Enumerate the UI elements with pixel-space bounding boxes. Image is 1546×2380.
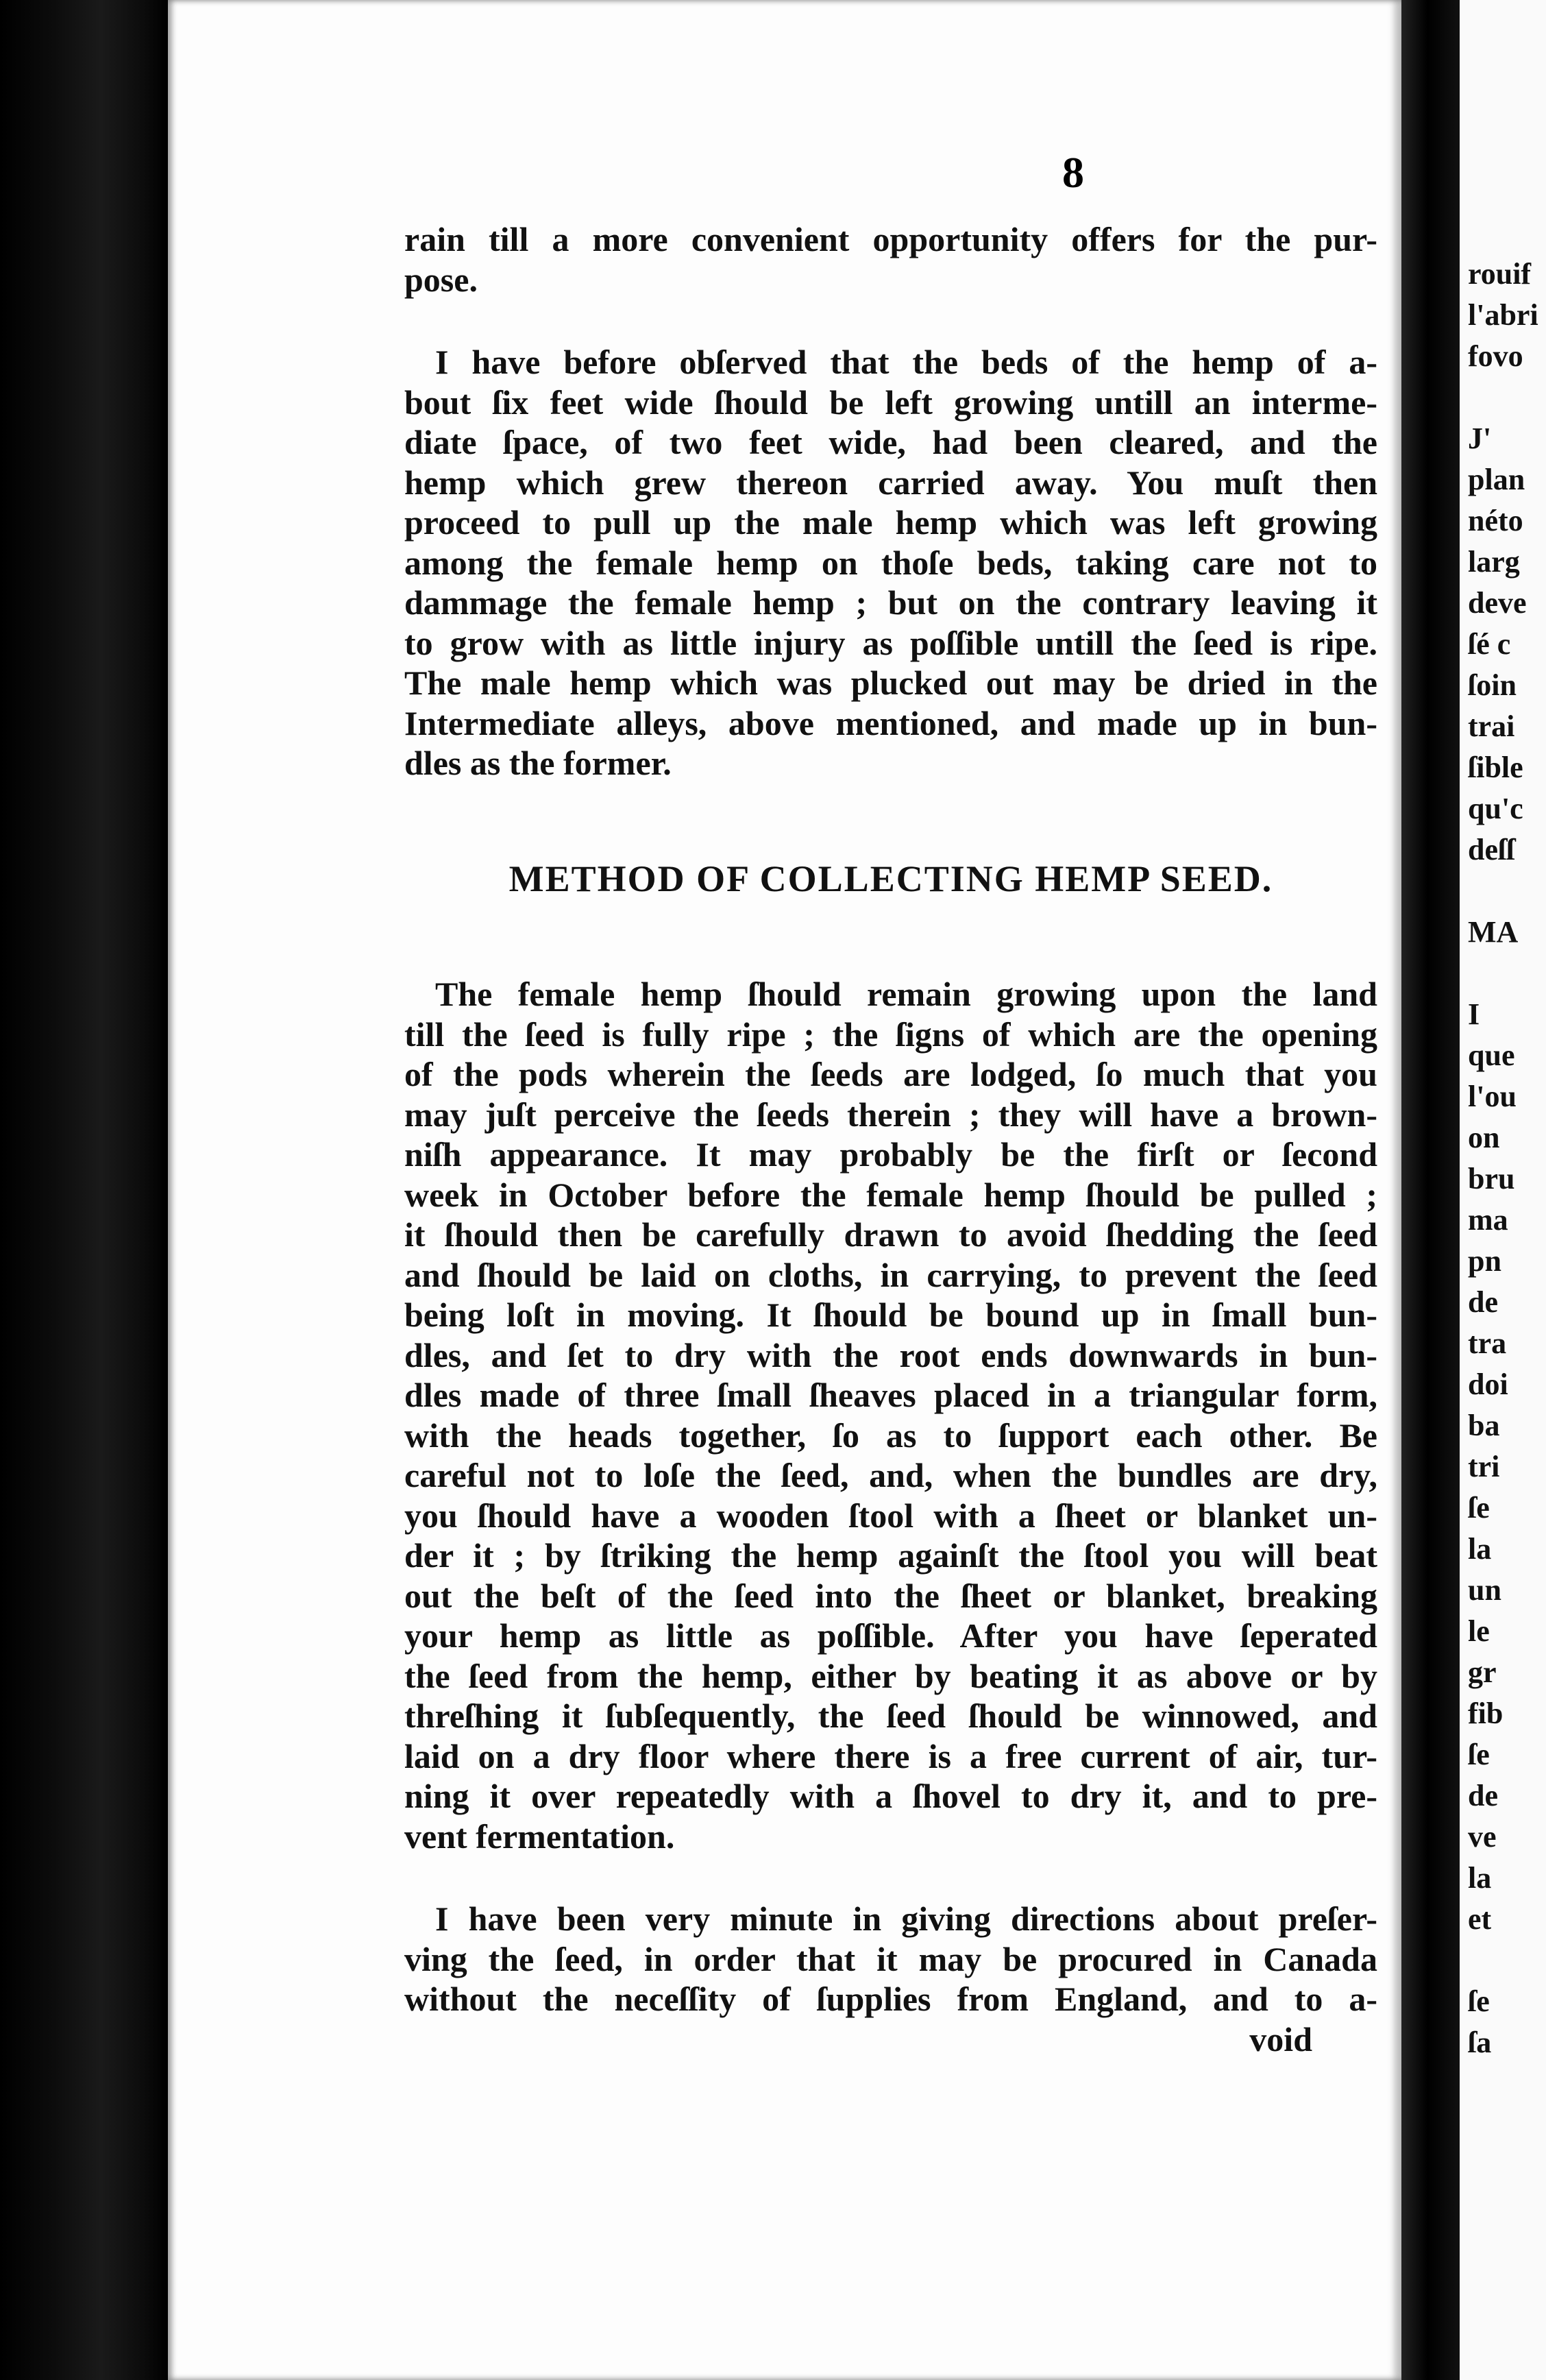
facing-text-fragment: ſe <box>1468 1984 1490 2018</box>
text-line: laid on a dry floor where there is a free current of air, tur- <box>404 1736 1377 1775</box>
facing-text-fragment: la <box>1468 1861 1492 1895</box>
facing-text-fragment: I <box>1468 997 1480 1031</box>
facing-text-fragment <box>1468 377 1546 418</box>
text-line: dles made of three ſmall ſheaves placed in a triangular form, <box>404 1376 1377 1414</box>
text-line: The male hemp which was plucked out may be dried in the <box>404 664 1377 702</box>
text-line: bout ſix feet wide ſhould be left growing untill an interme- <box>404 382 1377 422</box>
facing-text-fragment: fovo <box>1468 339 1523 373</box>
facing-text-fragment: plan <box>1468 463 1525 496</box>
text-line: till the ſeed is fully ripe ; the ſigns of which are the opening <box>404 1015 1377 1054</box>
facing-text-fragment: ma <box>1468 1203 1508 1237</box>
facing-text-fragment <box>1468 871 1546 912</box>
facing-text-fragment: le <box>1468 1614 1490 1648</box>
text-line: you ſhould have a wooden ſtool with a ſheet or blanket un- <box>404 1496 1377 1535</box>
text-line: Intermediate alleys, above mentioned, and made up in bun- <box>404 703 1377 742</box>
facing-text-fragment: la <box>1468 1532 1492 1566</box>
facing-text-fragment: deve <box>1468 586 1527 620</box>
text-line: der it ; by ſtriking the hemp againſt the ſtool you will beat <box>404 1536 1377 1575</box>
text-line: vent fermentation. <box>404 1817 675 1856</box>
text-line: being loſt in moving. It ſhould be bound up in ſmall bun- <box>404 1296 1377 1334</box>
facing-text-fragment: de <box>1468 1779 1498 1812</box>
facing-text-fragment: et <box>1468 1902 1492 1936</box>
facing-text-fragment: larg <box>1468 545 1520 579</box>
text-line: dles as the former. <box>404 744 672 782</box>
text-line: ning it over repeatedly with a ſhovel to dry it, and to pre- <box>404 1777 1377 1815</box>
text-line: threſhing it ſubſequently, the ſeed ſhould be winnowed, and <box>404 1697 1377 1735</box>
facing-text-fragment <box>1468 953 1546 994</box>
facing-text-fragment: qu'c <box>1468 792 1523 825</box>
facing-text-fragment <box>1468 1940 1546 1981</box>
text-line: without the neceſſity of ſupplies from England, and to a- <box>404 1980 1377 2018</box>
paragraph-3 <box>404 974 1377 1856</box>
facing-text-fragment: l'abri <box>1468 298 1538 332</box>
facing-text-fragment: ſible <box>1468 751 1523 784</box>
text-line: week in October before the female hemp ſhould be pulled ; <box>404 1175 1377 1214</box>
section-heading: METHOD OF COLLECTING HEMP SEED. <box>508 858 1273 899</box>
page-text <box>404 219 1377 2059</box>
facing-text-fragment: fib <box>1468 1697 1504 1730</box>
facing-text-fragment: tri <box>1468 1450 1500 1483</box>
paragraph-2 <box>404 342 1377 784</box>
text-line: may juſt perceive the ſeeds therein ; they will have a brown- <box>404 1095 1377 1134</box>
text-line: out the beſt of the ſeed into the ſheet or blanket, breaking <box>404 1576 1377 1615</box>
facing-text-fragment: on <box>1468 1121 1500 1154</box>
facing-text-fragment: ba <box>1468 1409 1500 1442</box>
facing-page-text <box>1468 254 1546 2063</box>
book-binding <box>0 0 168 2380</box>
paragraph-4 <box>404 1899 1377 2019</box>
text-line: I have been very minute in giving directions about preſer- <box>435 1899 1377 1938</box>
facing-text-fragment: que <box>1468 1039 1515 1072</box>
facing-page <box>1460 0 1546 2380</box>
text-line: pose. <box>404 260 478 299</box>
text-line: of the pods wherein the ſeeds are lodged, ſo much that you <box>404 1055 1377 1093</box>
paragraph-1 <box>404 219 1377 300</box>
facing-text-fragment: tra <box>1468 1326 1507 1360</box>
text-line: dammage the female hemp ; but on the contrary leaving it <box>404 583 1377 622</box>
facing-text-fragment: trai <box>1468 709 1515 743</box>
facing-text-fragment: ſe <box>1468 1491 1490 1525</box>
facing-text-fragment: l'ou <box>1468 1080 1517 1113</box>
facing-text-fragment: ſa <box>1468 2026 1492 2059</box>
facing-text-fragment: doi <box>1468 1368 1508 1401</box>
facing-text-fragment: deſſ <box>1468 833 1515 866</box>
text-line: The female hemp ſhould remain growing upon the land <box>435 975 1377 1013</box>
facing-text-fragment: un <box>1468 1573 1501 1607</box>
text-line: diate ſpace, of two feet wide, had been cleared, and the <box>404 423 1377 461</box>
text-line: to grow with as little injury as poſſible untill the ſeed is ripe. <box>404 623 1377 662</box>
facing-text-fragment: néto <box>1468 504 1523 537</box>
text-line: with the heads together, ſo as to ſupport each other. Be <box>404 1416 1377 1455</box>
text-line: among the female hemp on thoſe beds, taking care not to <box>404 543 1377 582</box>
book-gutter <box>1401 0 1460 2380</box>
text-line: ving the ſeed, in order that it may be procured in Canada <box>404 1939 1377 1978</box>
catchword: void <box>1249 2019 1312 2059</box>
facing-text-fragment: ve <box>1468 1820 1497 1854</box>
page-number: 8 <box>1062 148 1084 197</box>
facing-text-fragment: ſe <box>1468 1738 1490 1771</box>
facing-text-fragment: J' <box>1468 422 1492 455</box>
facing-text-fragment: pn <box>1468 1244 1501 1278</box>
facing-text-fragment: bru <box>1468 1162 1515 1195</box>
text-line: careful not to loſe the ſeed, and, when the bundles are dry, <box>404 1456 1377 1494</box>
text-line: the ſeed from the hemp, either by beating it as above or by <box>404 1656 1377 1695</box>
text-line: niſh appearance. It may probably be the firſt or ſecond <box>404 1135 1377 1174</box>
text-line: rain till a more convenient opportunity offers for the pur- <box>404 220 1377 258</box>
facing-text-fragment: de <box>1468 1285 1498 1319</box>
text-line: proceed to pull up the male hemp which was left growing <box>404 503 1377 542</box>
text-line: and ſhould be laid on cloths, in carrying, to prevent the ſeed <box>404 1255 1377 1294</box>
text-line: I have before obſerved that the beds of the hemp of a- <box>435 343 1377 381</box>
text-line: dles, and ſet to dry with the root ends downwards in bun- <box>404 1335 1377 1374</box>
text-line: hemp which grew thereon carried away. You muſt then <box>404 463 1377 502</box>
text-line: it ſhould then be carefully drawn to avoid ſhedding the ſeed <box>404 1215 1377 1254</box>
facing-text-fragment: ſé c <box>1468 627 1511 661</box>
facing-text-fragment: MA <box>1468 915 1519 949</box>
facing-text-fragment: ſoin <box>1468 668 1517 702</box>
text-line: your hemp as little as poſſible. After you have ſeperated <box>404 1616 1377 1655</box>
facing-text-fragment: rouif <box>1468 257 1532 291</box>
facing-text-fragment: gr <box>1468 1655 1497 1689</box>
